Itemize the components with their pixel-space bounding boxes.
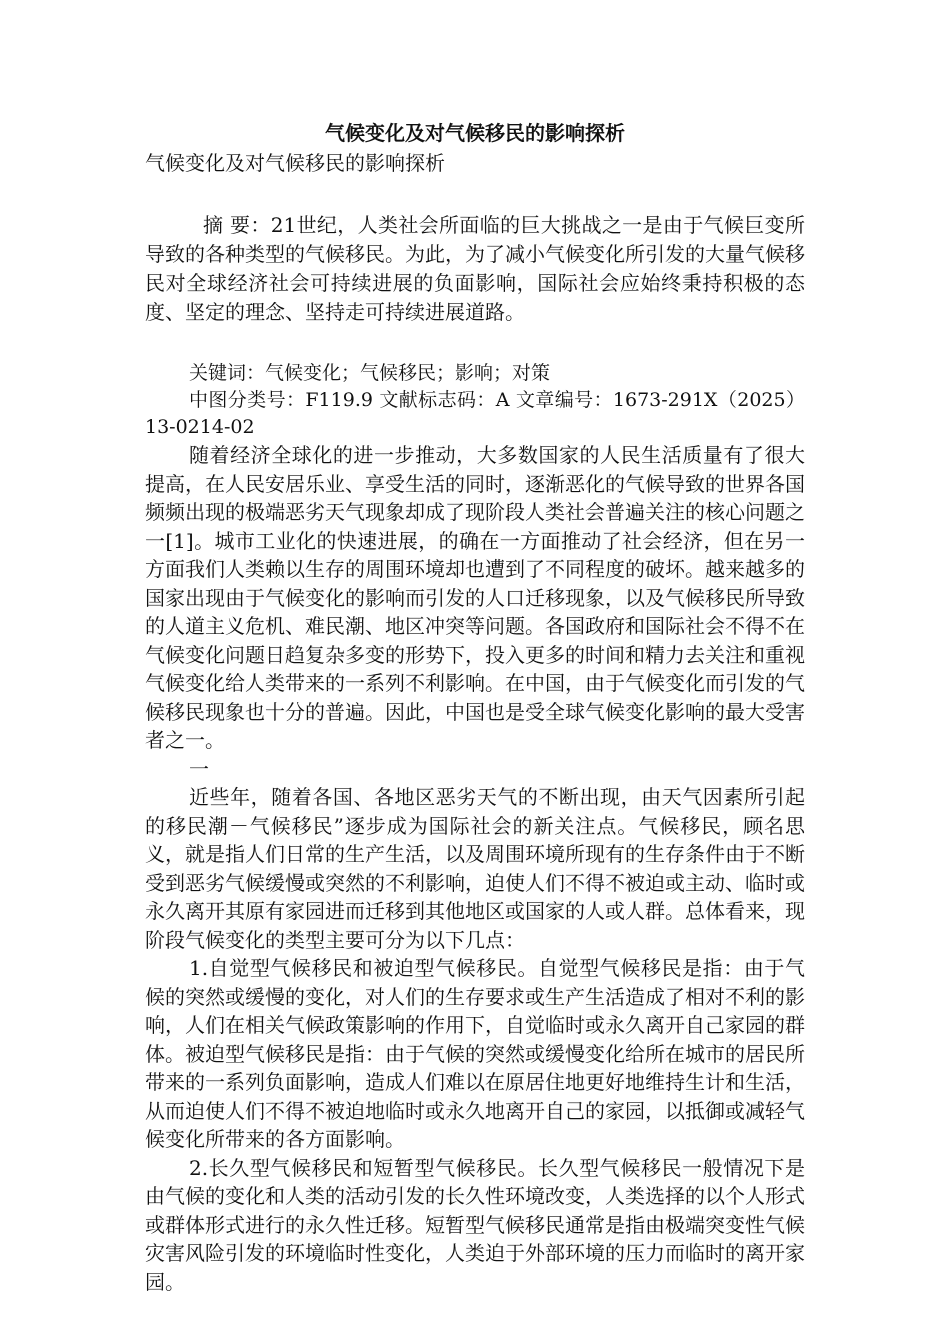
spacer [145,327,805,360]
body-paragraph: 1.自觉型气候移民和被迫型气候移民。自觉型气候移民是指：由于气候的突然或缓慢的变化，对人们的生存要求或生产生活造成了相对不利的影响，人们在相关气候政策影响的作用下，自觉临时或永久离开自己家园的群体。被迫型气候移民是指：由于气候的突然或缓慢变化给所在城市的居民所带来的一系列负面影响，造成人们难以在原居住地更好地维持生计和生活，从而迫使人们不得不被迫地临时或永久地离开自己的家园，以抵御或减轻气候变化所带来的各方面影响。 [145,956,805,1151]
abstract: 摘 要：21世纪，人类社会所面临的巨大挑战之一是由于气候巨变所导致的各种类型的气候移民。为此，为了减小气候变化所引发的大量气候移民对全球经济社会可持续进展的负面影响，国际社会应始终秉持积极的态度、坚定的理念、坚持走可持续进展道路。 [145,213,805,324]
document-subtitle: 气候变化及对气候移民的影响探析 [145,151,445,175]
body-paragraph: 近些年，随着各国、各地区恶劣天气的不断出现，由天气因素所引起的移民潮－气候移民”逐步成为国际社会的新关注点。气候移民，顾名思义，就是指人们日常的生产生活，以及周围环境所现有的生存条件由于不断受到恶劣气候缓慢或突然的不利影响，迫使人们不得不被迫或主动、临时或永久离开其原有家园进而迁移到其他地区或国家的人或人群。总体看来，现阶段气候变化的类型主要可分为以下几点： [145,785,805,952]
document-page [145,118,805,1296]
section-number: 一 [189,756,209,781]
classification-info: 中图分类号：F119.9 文献标志码：A 文章编号：1673-291X（2025）13-0214-02 [145,389,805,438]
body-paragraph: 随着经济全球化的进一步推动，大多数国家的人民生活质量有了很大提高，在人民安居乐业、享受生活的同时，逐渐恶化的气候导致的世界各国频频出现的极端恶劣天气现象却成了现阶段人类社会普遍关注的核心问题之一[1]。城市工业化的快速进展，的确在一方面推动了社会经济，但在另一方面我们人类赖以生存的周围环境却也遭到了不同程度的破坏。越来越多的国家出现由于气候变化的影响而引发的人口迁移现象，以及气候移民所导致的人道主义危机、难民潮、地区冲突等问题。各国政府和国际社会不得不在气候变化问题日趋复杂多变的形势下，投入更多的时间和精力去关注和重视气候变化给人类带来的一系列不利影响。在中国，由于气候变化而引发的气候移民现象也十分的普遍。因此，中国也是受全球气候变化影响的最大受害者之一。 [145,443,805,752]
keywords: 关键词：气候变化；气候移民；影响；对策 [189,362,551,384]
spacer [145,178,805,211]
document-title: 气候变化及对气候移民的影响探析 [325,121,625,145]
body-paragraph: 2.长久型气候移民和短暂型气候移民。长久型气候移民一般情况下是由气候的变化和人类的活动引发的长久性环境改变，人类选择的以个人形式或群体形式进行的永久性迁移。短暂型气候移民通常是指由极端突变性气候灾害风险引发的环境临时性变化，人类迫于外部环境的压力而临时的离开家园。 [145,1155,805,1294]
